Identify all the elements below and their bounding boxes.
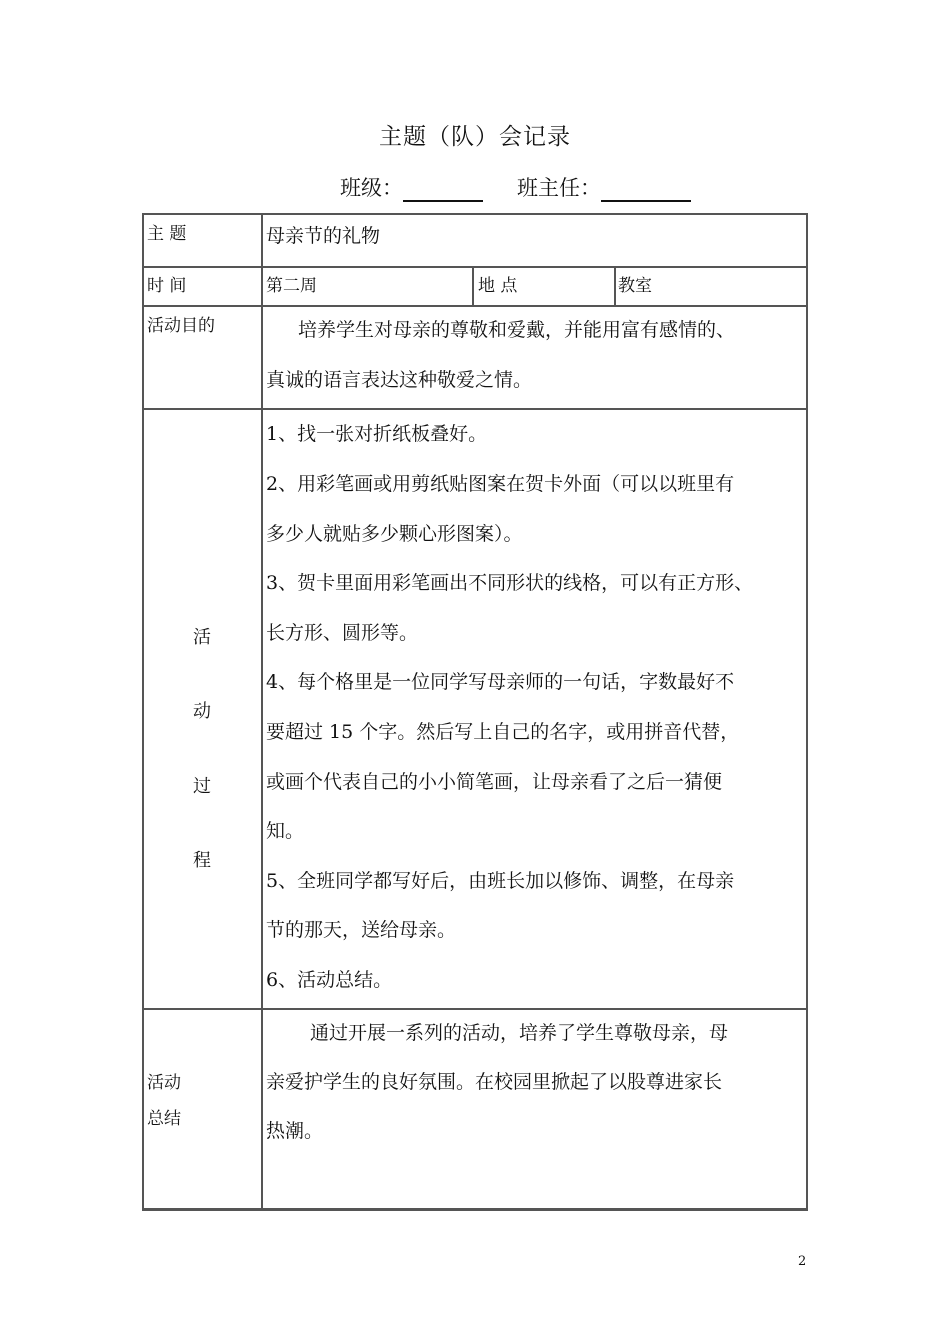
time-value: 第二周 xyxy=(266,276,317,296)
process-line: 3、贺卡里面用彩笔画出不同形状的线格，可以有正方形、 xyxy=(266,572,754,594)
summary-line-2: 亲爱护学生的良好氛围。在校园里掀起了以股尊进家长 xyxy=(266,1071,723,1093)
process-line: 节的那天，送给母亲。 xyxy=(266,919,457,941)
process-label-char: 程 xyxy=(193,850,211,871)
theme-label: 主 题 xyxy=(147,224,187,244)
class-blank[interactable] xyxy=(403,176,483,202)
header-fields xyxy=(340,172,691,202)
purpose-line-2: 真诚的语言表达这种敬爱之情。 xyxy=(266,369,533,391)
process-line: 6、活动总结。 xyxy=(266,969,393,991)
purpose-label: 活动目的 xyxy=(147,316,215,336)
summary-label-line: 总结 xyxy=(147,1109,181,1129)
class-label: 班级： xyxy=(340,176,403,200)
teacher-label: 班主任： xyxy=(517,176,601,200)
process-line: 5、全班同学都写好后，由班长加以修饰、调整，在母亲 xyxy=(266,870,735,892)
theme-value: 母亲节的礼物 xyxy=(266,225,381,247)
page-title: 主题（队）会记录 xyxy=(379,124,571,150)
process-line: 2、用彩笔画或用剪纸贴图案在贺卡外面（可以以班里有 xyxy=(266,473,735,495)
process-line: 或画个代表自己的小小简笔画，让母亲看了之后一猜便 xyxy=(266,771,723,793)
place-value: 教室 xyxy=(618,276,652,296)
time-label: 时 间 xyxy=(147,276,187,296)
summary-line-1: 通过开展一系列的活动，培养了学生尊敬母亲，母 xyxy=(310,1022,729,1044)
process-line: 4、每个格里是一位同学写母亲师的一句话，字数最好不 xyxy=(266,671,735,693)
process-line: 知。 xyxy=(266,820,305,842)
teacher-blank[interactable] xyxy=(601,176,691,202)
purpose-line-1: 培养学生对母亲的尊敬和爱戴，并能用富有感情的、 xyxy=(298,319,736,341)
process-label-char: 动 xyxy=(193,701,211,722)
summary-line-3: 热潮。 xyxy=(266,1120,324,1142)
process-line: 长方形、圆形等。 xyxy=(266,622,419,644)
process-label-char: 过 xyxy=(193,776,211,797)
place-label: 地 点 xyxy=(478,276,518,296)
process-line: 多少人就贴多少颗心形图案）。 xyxy=(266,523,523,545)
summary-label-line: 活动 xyxy=(147,1073,181,1093)
process-line: 1、找一张对折纸板叠好。 xyxy=(266,423,488,445)
page-number: 2 xyxy=(798,1254,807,1269)
process-line: 要超过 15 个字。然后写上自己的名字，或用拼音代替， xyxy=(266,721,740,743)
process-label-char: 活 xyxy=(193,627,211,648)
